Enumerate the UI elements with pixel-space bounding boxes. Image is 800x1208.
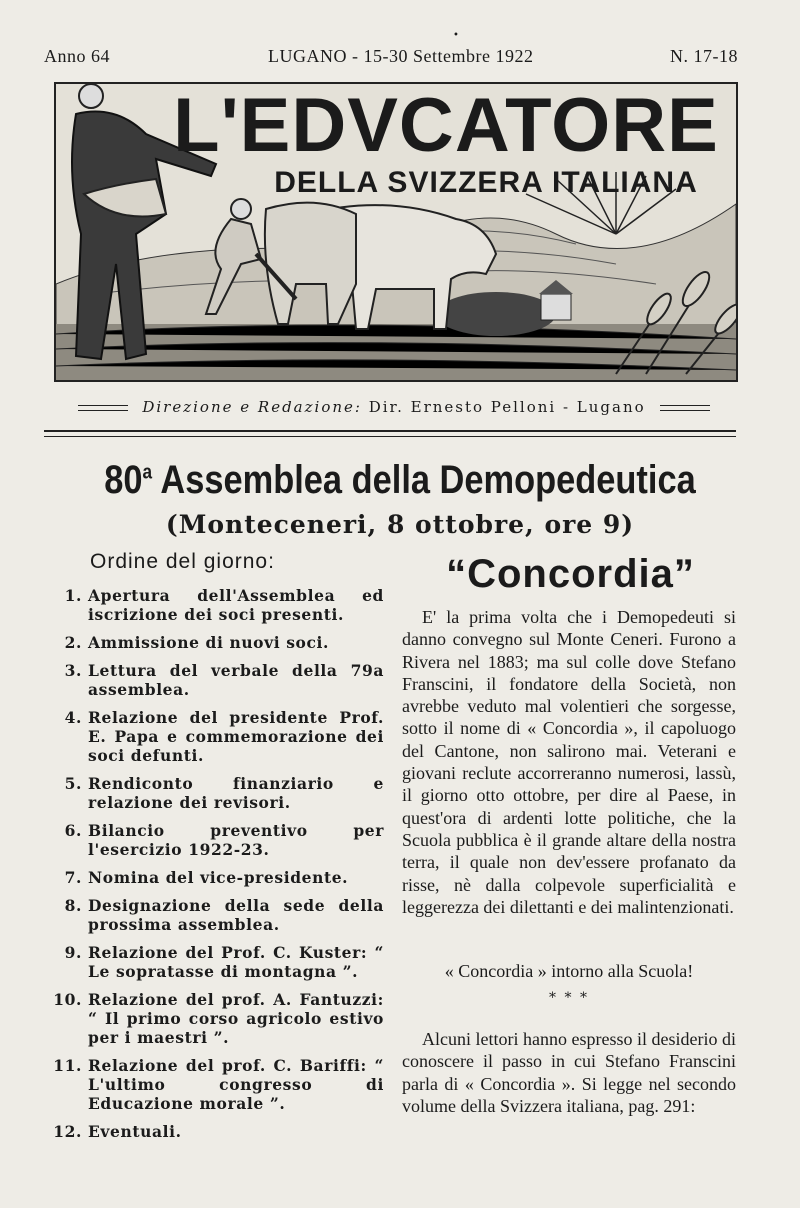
- agenda-list: [44, 586, 384, 1150]
- headline: [90, 458, 709, 503]
- masthead: [54, 82, 738, 382]
- rule-left: [78, 405, 128, 411]
- section-separator: * * *: [549, 990, 589, 1006]
- agenda-item: 4. Relazione del presidente Prof. E. Papa e commemorazione dei soci defunti.: [64, 708, 384, 765]
- agenda-item: 11. Relazione del prof. C. Bariffi: “ L'ultimo congresso di Educazione morale ”.: [53, 1056, 384, 1113]
- page-mark: •: [453, 30, 459, 41]
- article-paragraph-1: E' la prima volta che i Demopedeuti si danno convegno sul Monte Ceneri. Furono a Rivera nel 1883; ma sul colle dove Stefano Franscini, il fondatore della Società, non avrebbe veduto mal volentieri che sorgesse, sotto il nome di « Concordia », il capoluogo del Cantone, non salirono mai. Veterani e giovani reclute accorreranno numerosi, lassù, il giorno otto ottobre, per dire al Paese, in quest'ora di ardenti lotte politiche, che la Scuola pubblica è il grande altare della nostra terra, il quale non dev'essere profanato da risse, nè dalla colpevole superficialità e leggerezza dei dilettanti e dei malintenzionati.: [402, 607, 736, 917]
- direction-line: [44, 398, 744, 416]
- direction-label: Direzione e Redazione:: [142, 398, 362, 416]
- place-date: LUGANO - 15-30 Settembre 1922: [268, 46, 534, 66]
- agenda-heading: Ordine del giorno:: [90, 550, 275, 573]
- issue-number: N. 17-18: [670, 46, 738, 66]
- agenda-item: 8. Designazione della sede della prossima assemblea.: [64, 896, 384, 934]
- masthead-subtitle: DELLA SVIZZERA ITALIANA: [274, 166, 698, 199]
- ordinal-suffix: a: [142, 461, 153, 484]
- volume-year: Anno 64: [44, 46, 110, 66]
- headline-subtitle: (Monteceneri, 8 ottobre, ore 9): [165, 510, 635, 539]
- agenda-item: 5. Rendiconto finanziario e relazione dei revisori.: [64, 774, 384, 812]
- rule-right: [660, 405, 710, 411]
- agenda-item: 12. Eventuali.: [53, 1122, 182, 1141]
- director: Dir. Ernesto Pelloni - Lugano: [368, 398, 646, 416]
- agenda-item: 2. Ammissione di nuovi soci.: [64, 633, 329, 652]
- agenda-item: 3. Lettura del verbale della 79a assemblea.: [64, 661, 384, 699]
- masthead-title: L'EDVCATORE: [173, 83, 719, 168]
- article-paragraph-3: Alcuni lettori hanno espresso il desiderio di conoscere il passo in cui Stefano Franscini parla di « Concordia ». Si legge nel secondo volume della Svizzera italiana, pag. 291:: [402, 1029, 736, 1116]
- agenda-item: 6. Bilancio preventivo per l'esercizio 1922-23.: [64, 821, 384, 859]
- article-paragraph-2: « Concordia » intorno alla Scuola!: [444, 961, 694, 981]
- article-title: “Concordia”: [446, 552, 695, 596]
- header-divider: [44, 430, 736, 437]
- agenda-item: 9. Relazione del Prof. C. Kuster: “ Le sopratasse di montagna ”.: [64, 943, 384, 981]
- agenda-item: 1. Apertura dell'Assemblea ed iscrizione dei soci presenti.: [64, 586, 384, 624]
- headline-title: Assemblea della Demopedeutica: [160, 458, 696, 502]
- assembly-number: 80: [104, 458, 143, 502]
- agenda-item: 10. Relazione del prof. A. Fantuzzi: “ Il primo corso agricolo estivo per i maestri ”.: [53, 990, 384, 1047]
- agenda-item: 7. Nomina del vice-presidente.: [64, 868, 349, 887]
